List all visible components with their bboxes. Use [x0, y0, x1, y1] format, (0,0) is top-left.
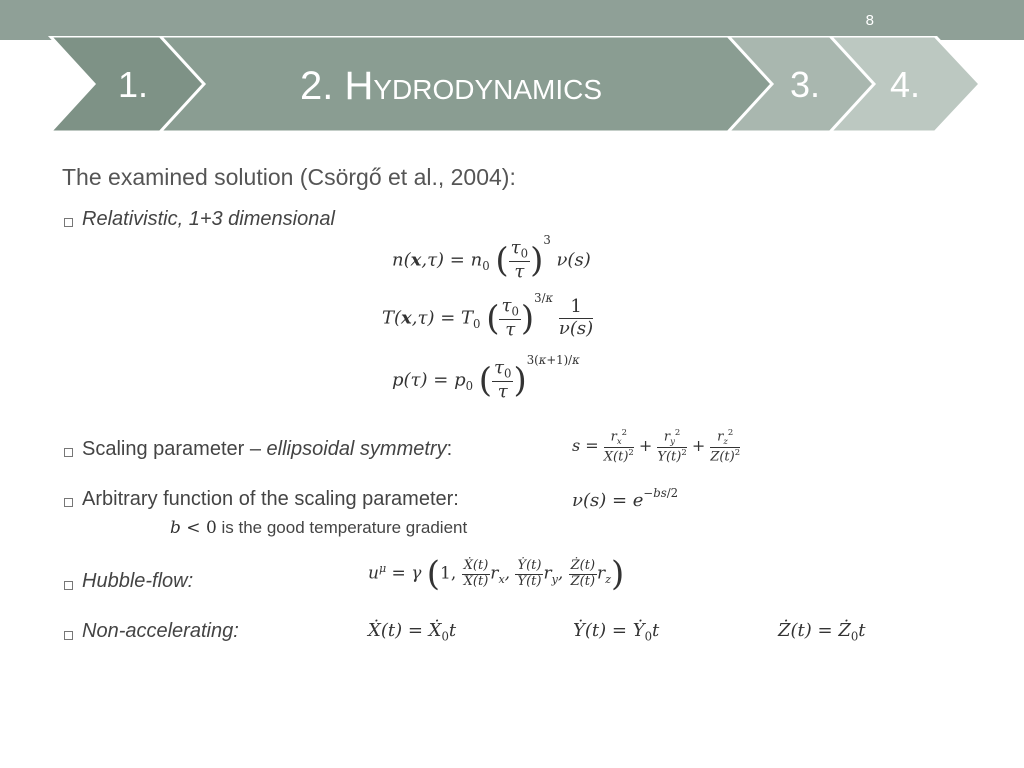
scaling-text-c: : — [446, 438, 453, 460]
bullet-icon — [64, 631, 73, 640]
equation-z-dot: Ż(t) = $Ż_0t$ — [778, 620, 866, 644]
equation-scaling: s = $\frac{r_x^2}{X(t)^2}$ + $\frac{r_y^2}{Y(t)^2}$ + $\frac{r_z^2}{Z(t)^2}$ — [572, 427, 741, 464]
page-number: 8 — [865, 12, 874, 29]
equation-hubble: $u^\mu = \gamma$ (1, $\frac{\text{Ẋ(t)}}{X(t)}$ $r_x$, $\frac{\text{Ẏ(t)}}{Y(t)}$ $r_y$, $\frac{Ż(t)}{Z(t)}$ $r_z$) — [368, 554, 625, 594]
bullet-arbitrary-function: Arbitrary function of the scaling parameter: — [82, 488, 459, 510]
nav-label-1: 1. — [118, 64, 149, 105]
b-condition: b < 0 — [170, 518, 217, 538]
equation-x-dot: Ẋ(t) = Ẋ$_0$t — [368, 620, 457, 644]
temperature-gradient-note — [170, 518, 467, 538]
nav-label-3: 3. — [790, 64, 821, 105]
nav-title-start: 2. H — [300, 64, 374, 108]
equation-density: $n(x,\tau) = n_0$ ( $\frac{\tau_0}{\tau}$ )$^3$ ν(s) — [392, 233, 591, 283]
scaling-text-b: ellipsoidal symmetry — [266, 438, 447, 460]
scaling-text-a: Scaling parameter – — [82, 438, 267, 460]
bullet-hubble-flow: Hubble-flow: — [82, 570, 194, 592]
bullet-icon — [64, 218, 73, 227]
equation-nu: $\nu(s) = e^{-bs/2}$ — [572, 486, 679, 511]
bullet-icon — [64, 498, 73, 507]
equation-pressure: $p(\tau) = p_0$ ( $\frac{\tau_0}{\tau}$ )$^{3(\kappa+1)/\kappa}$ — [392, 353, 580, 403]
nav-label-4: 4. — [890, 64, 921, 105]
nav-title — [300, 64, 602, 109]
bullet-non-accelerating: Non-accelerating: — [82, 620, 239, 642]
temperature-gradient-text: is the good temperature gradient — [221, 518, 468, 537]
slide-heading: The examined solution (Csörgő et al., 2004): — [62, 164, 516, 190]
equation-y-dot: Ẏ(t) = Ẏ$_0$t — [573, 620, 660, 644]
bullet-scaling-parameter — [82, 438, 452, 461]
nav-title-rest: ydrodynamics — [373, 64, 603, 108]
equation-temperature: $T(x,\tau) = T_0$ ( $\frac{\tau_0}{\tau}$ )$^{3/\kappa}$ $\frac{1}{\nu(s)}$ — [382, 291, 594, 341]
bullet-relativistic: Relativistic, 1+3 dimensional — [82, 208, 335, 230]
bullet-icon — [64, 581, 73, 590]
bullet-icon — [64, 448, 73, 457]
